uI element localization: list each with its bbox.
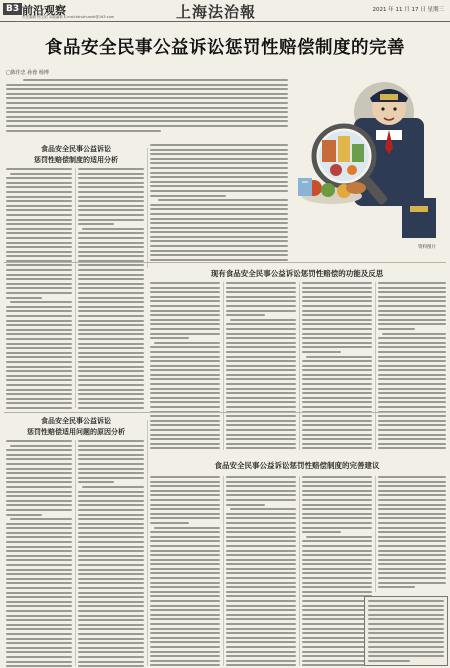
author-note-box	[364, 596, 448, 666]
section1-col1	[6, 168, 72, 410]
section4-col2	[226, 476, 296, 668]
section2-col3	[302, 282, 372, 452]
image-credit: 资料图片	[418, 245, 436, 250]
issue-date: 2021 年 11 月 17 日 星期三	[372, 7, 444, 13]
food-inspection-illustration	[292, 78, 444, 250]
section2-heading: 现有食品安全民事公益诉讼惩罚性赔偿的功能及反思	[210, 269, 384, 278]
newspaper-logo: 上海法治報	[176, 3, 257, 21]
section-rule	[4, 412, 446, 413]
section1-subheading: 惩罚性赔偿制度的适用分析	[34, 156, 118, 164]
column-divider	[147, 420, 148, 666]
section2-col2	[226, 282, 296, 452]
masthead	[0, 0, 450, 22]
section3-col2	[78, 440, 144, 668]
column-divider	[223, 282, 224, 450]
section2-col4	[378, 282, 446, 452]
section-rule	[4, 262, 446, 263]
author-note-text	[368, 600, 444, 662]
section4-heading: 食品安全民事公益诉讼惩罚性赔偿制度的完善建议	[214, 461, 380, 470]
column-divider	[299, 476, 300, 666]
section3-subheading: 惩罚性赔偿适用问题的原因分析	[27, 428, 125, 436]
section1-col3	[150, 144, 288, 266]
byline: □陈佳忠 孙蓉 杨博	[6, 70, 49, 76]
page-headline: 食品安全民事公益诉讼惩罚性赔偿制度的完善	[45, 38, 405, 58]
section2-col1	[150, 282, 220, 452]
section4-col1	[150, 476, 220, 668]
section4-col3	[302, 476, 372, 668]
section1-col2	[78, 168, 144, 410]
section1-heading: 食品安全民事公益诉讼	[41, 145, 111, 153]
section3-col1	[6, 440, 72, 668]
editor-line: 责任编辑 何文韬 本版编辑 E-mail:falvzhuanti@163.com	[22, 15, 115, 19]
section3-heading: 食品安全民事公益诉讼	[41, 417, 111, 425]
column-divider	[147, 148, 148, 268]
section4-col4	[378, 476, 446, 592]
page-number-badge: B3	[3, 3, 22, 15]
column-divider	[375, 476, 376, 592]
column-divider	[223, 476, 224, 666]
column-divider	[299, 282, 300, 450]
column-divider	[375, 282, 376, 450]
lead-paragraph	[6, 79, 288, 139]
section-title: 前沿观察	[22, 4, 66, 17]
column-divider	[75, 440, 76, 666]
column-divider	[75, 168, 76, 408]
